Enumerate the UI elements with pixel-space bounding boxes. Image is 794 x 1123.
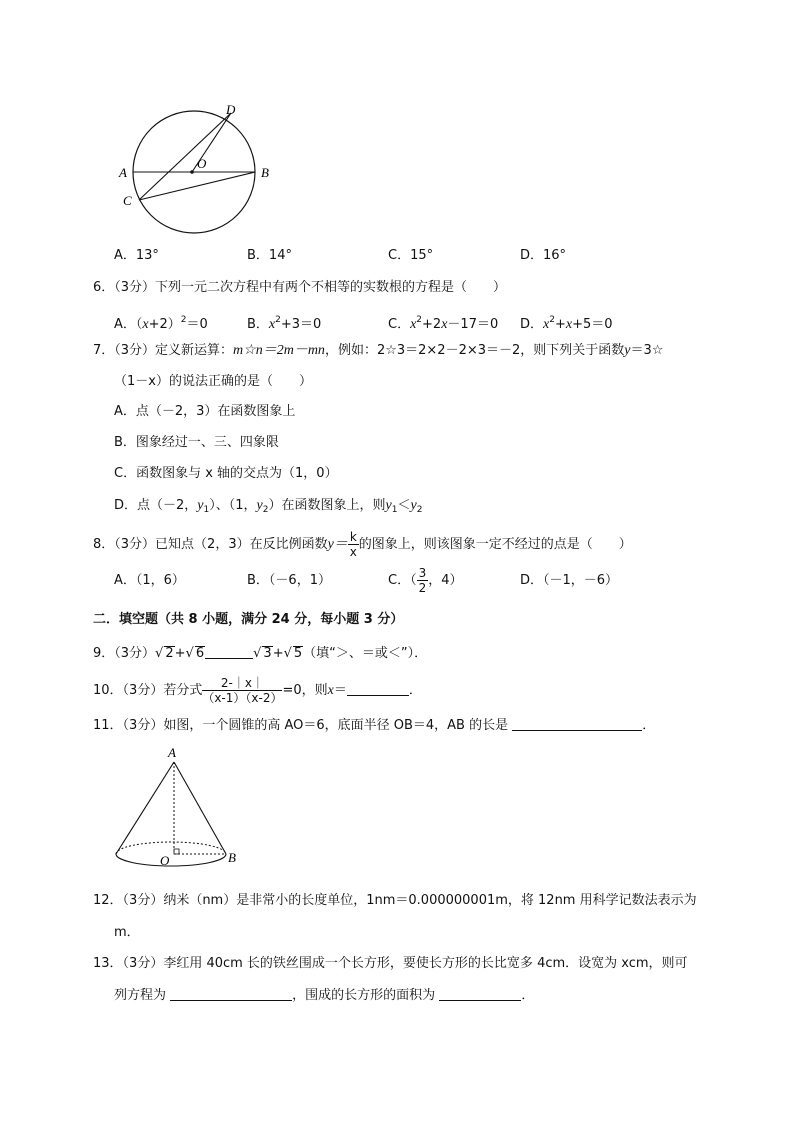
q6-c-exp: 2 xyxy=(416,315,423,325)
q6-c-tail: －17＝0 xyxy=(447,317,499,332)
cone-base-front xyxy=(116,854,226,866)
q9-pre: 9．（3分） xyxy=(93,646,156,661)
label-O: O xyxy=(197,156,207,171)
q5-option-d: D．16° xyxy=(520,248,567,263)
q6-c-post: +2 xyxy=(422,317,442,332)
q8-option-b: B．（－6，1） xyxy=(247,573,331,588)
q8-c-pre: C．（ xyxy=(388,573,417,588)
q6-c-var2: x xyxy=(441,317,448,332)
q7-option-d xyxy=(114,497,422,519)
q10-pre: 10．（3分）若分式 xyxy=(93,683,203,698)
q6-a-var: x xyxy=(142,317,149,332)
q8-fraction xyxy=(348,530,359,559)
label-C: C xyxy=(123,193,132,208)
q11 xyxy=(93,716,655,735)
q7-option-b: B．图象经过一、三、四象限 xyxy=(114,435,279,450)
q7-option-c: C．函数图象与 x 轴的交点为（1，0） xyxy=(114,466,338,481)
q7-d-y2: y xyxy=(256,498,263,513)
q7-def: m☆n＝2m－mn xyxy=(233,343,325,358)
q8-option-c xyxy=(388,566,463,595)
q7-pre: 7．（3分）定义新运算： xyxy=(93,343,234,358)
circle-figure xyxy=(110,98,280,238)
q10-den: （x-1）（x-2） xyxy=(202,691,283,705)
q5-option-c: C．15° xyxy=(388,248,434,263)
q11-blank[interactable] xyxy=(512,716,642,731)
q6-d-var2: x xyxy=(565,317,573,332)
cone-label-O: O xyxy=(160,853,170,868)
q13-mid: ，围成的长方形的面积为 xyxy=(292,988,436,1003)
q6-d-tail: +5＝0 xyxy=(572,317,613,332)
q7-d-sub3: 1 xyxy=(391,505,398,515)
q10-mid: =0，则 xyxy=(282,683,328,698)
q7-mid: ，例如：2☆3＝2×2－2×3＝－2，则下列关于函数 xyxy=(324,343,625,358)
q6-d-var: x xyxy=(543,317,550,332)
q7-d-sub4: 2 xyxy=(416,505,423,515)
q8-c-fraction xyxy=(417,566,429,595)
q7-d-pre: D．点（－2， xyxy=(114,498,198,513)
q10-var: x xyxy=(327,683,334,698)
section-heading: 二．填空题（共 8 小题，满分 24 分，每小题 3 分） xyxy=(93,612,404,627)
q13-line1: 13．（3分）李红用 40cm 长的铁丝围成一个长方形，要使长方形的长比宽多 4cm．设宽为 xcm，则可 xyxy=(93,956,688,971)
q6-option-d xyxy=(520,311,613,334)
q7-d-post: ）在函数图象上，则 xyxy=(268,498,386,513)
q7-d-y1: y xyxy=(197,498,204,513)
q9-blank[interactable] xyxy=(205,644,253,659)
q6-b-exp: 2 xyxy=(275,315,281,325)
q7-stem-line2: （1－x）的说法正确的是（ ） xyxy=(114,374,312,389)
q8-c-post: ，4） xyxy=(428,573,463,588)
q9-plus2: + xyxy=(272,646,284,661)
q6-d-exp: 2 xyxy=(549,315,555,325)
right-angle-mark xyxy=(174,849,179,854)
q7-d-y4: y xyxy=(410,498,417,513)
q6-a-exp: 2 xyxy=(180,315,187,325)
q11-post: ． xyxy=(642,718,656,733)
q8-post: 的图象上，则该图象一定不经过的点是（ ） xyxy=(358,537,632,552)
q13-line2 xyxy=(114,986,534,1005)
q7-d-sub1: 1 xyxy=(203,505,210,515)
q10 xyxy=(93,676,422,705)
q9-post: （填“＞、＝或＜”）． xyxy=(303,646,428,661)
q6-c-pre: C． xyxy=(388,317,411,332)
q6-a-tail: ＝0 xyxy=(186,317,208,332)
cone-label-B: B xyxy=(228,850,236,865)
q9-sqrt3: 3 xyxy=(263,646,272,661)
q6-a-pre: A．（ xyxy=(114,317,143,332)
q6-d-pre: D． xyxy=(520,317,544,332)
q7-d-lt: ＜ xyxy=(397,498,411,513)
q6-stem: 6．（3分）下列一元二次方程中有两个不相等的实数根的方程是（ ） xyxy=(93,280,507,295)
q8-frac-den: x xyxy=(349,545,357,559)
q8-c-den: 2 xyxy=(418,581,427,595)
q7-d-mid: ）、（1， xyxy=(209,498,257,513)
q6-b-var: x xyxy=(268,317,276,332)
chord-CD xyxy=(139,113,231,200)
q8-fn: y＝ xyxy=(327,537,348,552)
q6-option-b xyxy=(247,311,321,334)
q8-c-num: 3 xyxy=(418,566,427,580)
q5-option-b: B．14° xyxy=(247,248,292,263)
q13-post: ． xyxy=(521,988,535,1003)
q12-line2: m． xyxy=(114,925,140,940)
q9-sqrt6: 6 xyxy=(195,646,205,661)
q10-fraction xyxy=(202,676,282,705)
q10-post: ． xyxy=(408,683,422,698)
q5-option-a: A．13° xyxy=(114,248,159,263)
label-D: D xyxy=(226,102,236,117)
q6-d-post: + xyxy=(554,317,566,332)
cone-right-side xyxy=(174,762,226,854)
chord-CB xyxy=(139,172,255,200)
q8-frac-num: k xyxy=(349,530,357,544)
q8-pre: 8．（3分）已知点（2，3）在反比例函数 xyxy=(93,537,328,552)
q7-d-sub2: 2 xyxy=(262,505,269,515)
q11-text: 11．（3分）如图，一个圆锥的高 AO＝6，底面半径 OB＝4，AB 的长是 xyxy=(93,718,509,733)
q6-option-c xyxy=(388,311,498,334)
center-point xyxy=(190,170,194,174)
q10-blank[interactable] xyxy=(347,681,409,696)
label-A: A xyxy=(119,165,127,180)
q7-d-y3: y xyxy=(385,498,392,513)
q8-option-d: D．（－1，－6） xyxy=(520,573,619,588)
q13-pre: 列方程为 xyxy=(114,988,167,1003)
label-B: B xyxy=(261,165,269,180)
q8-stem xyxy=(93,530,632,559)
q10-eq: ＝ xyxy=(333,683,347,698)
q7-fn2: ＝3☆ xyxy=(630,343,664,358)
q13-blank1[interactable] xyxy=(170,986,292,1001)
q10-num: 2-｜x｜ xyxy=(202,676,282,691)
q9-sqrt5: 5 xyxy=(293,646,303,661)
q7-fn: y xyxy=(624,343,631,358)
q9-sqrt2: 2 xyxy=(165,646,174,661)
q13-blank2[interactable] xyxy=(439,986,521,1001)
q6-b-pre: B． xyxy=(247,317,269,332)
q7-stem xyxy=(93,342,663,360)
q9-plus1: + xyxy=(174,646,186,661)
q6-c-var: x xyxy=(410,317,417,332)
q12-line1: 12．（3分）纳米（nm）是非常小的长度单位，1nm＝0.000000001m，将 12nm 用科学记数法表示为 xyxy=(93,893,697,908)
q7-option-a: A．点（－2，3）在函数图象上 xyxy=(114,404,296,419)
cone-label-A: A xyxy=(168,745,176,760)
cone-left-side xyxy=(116,762,174,854)
cone-base-back xyxy=(116,842,226,854)
q6-option-a xyxy=(114,311,208,334)
q6-b-post: +3＝0 xyxy=(280,317,322,332)
q8-option-a: A．（1，6） xyxy=(114,573,185,588)
cone-figure xyxy=(108,742,248,872)
q9: 9．（3分）√ 2+√ 6 √ 3+√ 5（填“＞、＝或＜”）． xyxy=(93,646,428,661)
q6-a-post: +2） xyxy=(148,317,181,332)
